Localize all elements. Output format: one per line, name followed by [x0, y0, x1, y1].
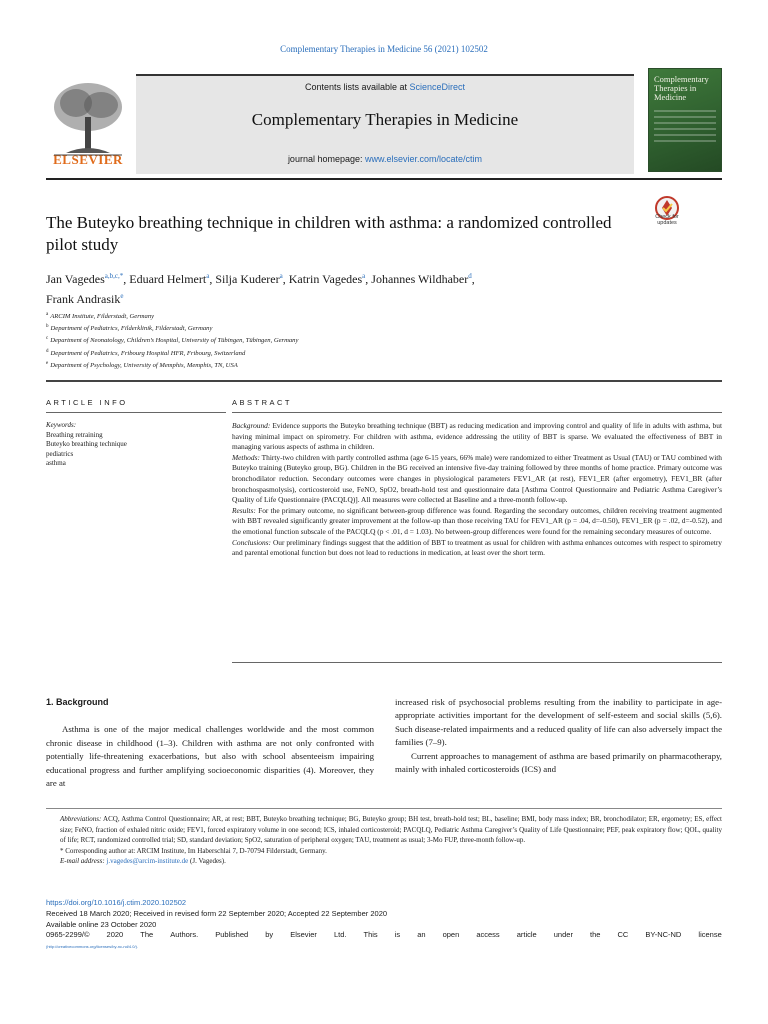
article-title: The Buteyko breathing technique in children with asthma: a randomized controlled pilot study	[46, 213, 612, 254]
abstract-methods: Methods: Thirty-two children with partly controlled asthma (age 6-15 years, 66% male) were randomized to either Treatment as Usual (TAU) or TAU combined with Buteyko training (Buteyko group, BG). Children in the BG received an intensive five-day training followed by three months of home practice. Primary outcome was bronchodilator reduction. Secondary outcomes were changes in physiological parameters FEV1_AR (at rest), FEV1_ER (after ergometry), FEV1_BR (after bronchospasmolysis), corticosteroid use, FeNO, SpO2, breath-hold test and questionnaire data [Asthma Control Questionnaire and Pediatric Asthma Caregiver’s Quality of Life Questionnaire (PACQLQ)]. All measures were collected at Baseline and a three-month follow-up.	[232, 452, 722, 505]
publisher-wordmark: ELSEVIER	[53, 152, 123, 167]
author[interactable]: Frank Andrasik$^e$	[46, 292, 124, 306]
masthead-rule	[46, 178, 722, 180]
body-column-right	[395, 696, 722, 776]
affiliation: $^b$ Department of Pediatrics, Filderklinik, Filderstadt, Germany	[46, 324, 213, 333]
journal-cover-image	[648, 68, 722, 172]
check-for-updates-label: Check for updates	[655, 214, 679, 226]
keywords-label: Keywords:	[46, 421, 77, 429]
affiliation: $^a$ ARCIM Institute, Filderstadt, Germany	[46, 312, 155, 321]
doi-link[interactable]: https://doi.org/10.1016/j.ctim.2020.102502	[46, 898, 187, 907]
affiliation: $^d$ Department of Pediatrics, Fribourg Hospital HFR, Fribourg, Switzerland	[46, 348, 246, 357]
author[interactable]: Silja Kuderer$^a$	[215, 272, 283, 286]
header-rule	[46, 380, 722, 382]
author-list: Jan Vagedes$^{a,b,c,*}$, Eduard Helmert$^a$, Silja Kuderer$^a$, Katrin Vagedes$^a$, Johannes Wildhaber$^d$, Frank Andrasik$^e$	[46, 272, 475, 306]
contents-prefix: Contents lists available at	[304, 82, 410, 92]
cover-title: Complementary Therapies in Medicine	[654, 74, 709, 102]
author[interactable]: Jan Vagedes$^{a,b,c,*}$	[46, 272, 124, 286]
abstract-heading: ABSTRACT	[232, 398, 293, 407]
online-date: Available online 23 October 2020	[46, 919, 157, 929]
citation-line[interactable]: Complementary Therapies in Medicine 56 (2021) 102502	[280, 44, 488, 54]
section-heading: 1. Background	[46, 697, 109, 707]
affiliations	[46, 310, 686, 371]
keyword[interactable]: Buteyko breathing technique	[46, 440, 127, 448]
abstract-results: Results: For the primary outcome, no significant between-group difference was found. Regarding the secondary outcomes, children receiving treatment augmented with BBT revealed significantly greater improvement at the follow-up than those receiving TAU for FEV1_AR (p = .04, d=-0.50), FEV1_ER (p = .02, d=-0.52), and the emotional function subscale of the PACQLQ (p < .01, d = 1.03). No between-group differences were found for the remaining secondary measures of outcome.	[232, 505, 722, 536]
body-paragraph: Asthma is one of the major medical challenges worldwide and the most common chronic disease in childhood (1–3). Children with asthma are not only confronted with potentially life-threatening exacerbations, but also with school absenteeism impairing educational progress and further amplifying socioeconomic disparities (4). Moreover, they are at	[46, 724, 374, 789]
email-link[interactable]: j.vagedes@arcim-institute.de	[106, 857, 189, 866]
abbreviations-footnote: Abbreviations: ACQ, Asthma Control Questionnaire; AR, at rest; BBT, Buteyko breathing technique; BG, Buteyko group; BH test, breath-hold test; BL, baseline; BMI, body mass index; BR, bronchodilator; ER, ergometry; ES, effect size; FeNO, fraction of exhaled nitric oxide; FEV1, forced expiratory volume in one second; ICS, inhaled corticosteroid; PACQLQ, Pediatric Asthma Caregiver’s Quality of Life Questionnaire; PEF, peak expiratory flow; QOL, quality of life; RCT, randomized controlled trial; SD, standard deviation; SpO2, saturation of peripheral oxygen; TAU, treatment as usual; 3-Mo FUP, three-month follow-up.	[60, 815, 722, 845]
email-footnote: E-mail address: j.vagedes@arcim-institute.de (J. Vagedes).	[60, 857, 226, 866]
license-line: 0965-2299/© 2020 The Authors. Published by Elsevier Ltd. This is an open access article under the CC BY-NC-ND license	[46, 930, 722, 940]
author[interactable]: Katrin Vagedes$^a$	[288, 272, 366, 286]
sciencedirect-link[interactable]: ScienceDirect	[409, 82, 466, 92]
author[interactable]: Johannes Wildhaber$^d$	[371, 272, 472, 286]
journal-homepage-link[interactable]: www.elsevier.com/locate/ctim	[365, 154, 483, 164]
keyword[interactable]: pediatrics	[46, 449, 74, 458]
article-info-panel	[46, 412, 226, 469]
history-dates: Received 18 March 2020; Received in revised form 22 September 2020; Accepted 22 September 2020	[46, 908, 388, 918]
corresponding-author-footnote: * Corresponding author at: ARCIM Institute, Im Haberschlai 7, D-70794 Filderstadt, Germany.	[60, 846, 327, 855]
abstract-rule	[232, 662, 722, 663]
abstract-body	[232, 412, 722, 559]
homepage-line	[136, 154, 634, 164]
body-paragraph: Current approaches to management of asthma are based primarily on pharmacotherapy, mainly with inhaled corticosteroids (ICS) and	[395, 750, 722, 775]
keyword[interactable]: asthma	[46, 459, 66, 467]
footnotes	[46, 814, 722, 867]
abstract-background: Background: Evidence supports the Buteyko breathing technique (BBT) as reducing medication and improving control and quality of life in adults with asthma, but having minimal impact on spirometry. For children with asthma, evidence addressing the utility of BBT is sparse. We evaluated the effectiveness of BBT in managing various aspects of asthma in children.	[232, 421, 722, 452]
affiliation: $^e$ Department of Psychology, University of Memphis, Memphis, TN, USA	[46, 360, 238, 369]
journal-name: Complementary Therapies in Medicine	[251, 110, 519, 129]
article-info-heading: ARTICLE INFO	[46, 398, 128, 407]
article-metadata	[46, 898, 722, 953]
homepage-prefix: journal homepage:	[287, 154, 365, 164]
cover-decoration	[654, 110, 716, 142]
masthead-band	[136, 74, 634, 174]
footnote-rule	[46, 808, 722, 809]
author[interactable]: Eduard Helmert$^a$	[129, 272, 210, 286]
keyword[interactable]: Breathing retraining	[46, 430, 103, 439]
abstract-conclusions: Conclusions: Our preliminary findings suggest that the addition of BBT to treatment as usual for children with asthma enhances outcomes with respect to spirometry and parental emotional function but does not lead to reductions in medication, at least over the short term.	[232, 537, 722, 558]
contents-line	[136, 82, 634, 92]
body-paragraph: increased risk of psychosocial problems resulting from the inability to participate in age-appropriate activities important for the development of self-esteem and social skills (5,6). Such disease-related impairments and a reduced quality of life can also adversely impact the families (7–9).	[395, 697, 722, 748]
license-link[interactable]: (http://creativecommons.org/licenses/by-nc-nd/4.0/).	[46, 944, 139, 950]
affiliation: $^c$ Department of Neonatology, Children’s Hospital, University of Tübingen, Tübingen, Germany	[46, 336, 299, 345]
masthead	[46, 68, 722, 174]
body-column-left	[46, 696, 374, 790]
